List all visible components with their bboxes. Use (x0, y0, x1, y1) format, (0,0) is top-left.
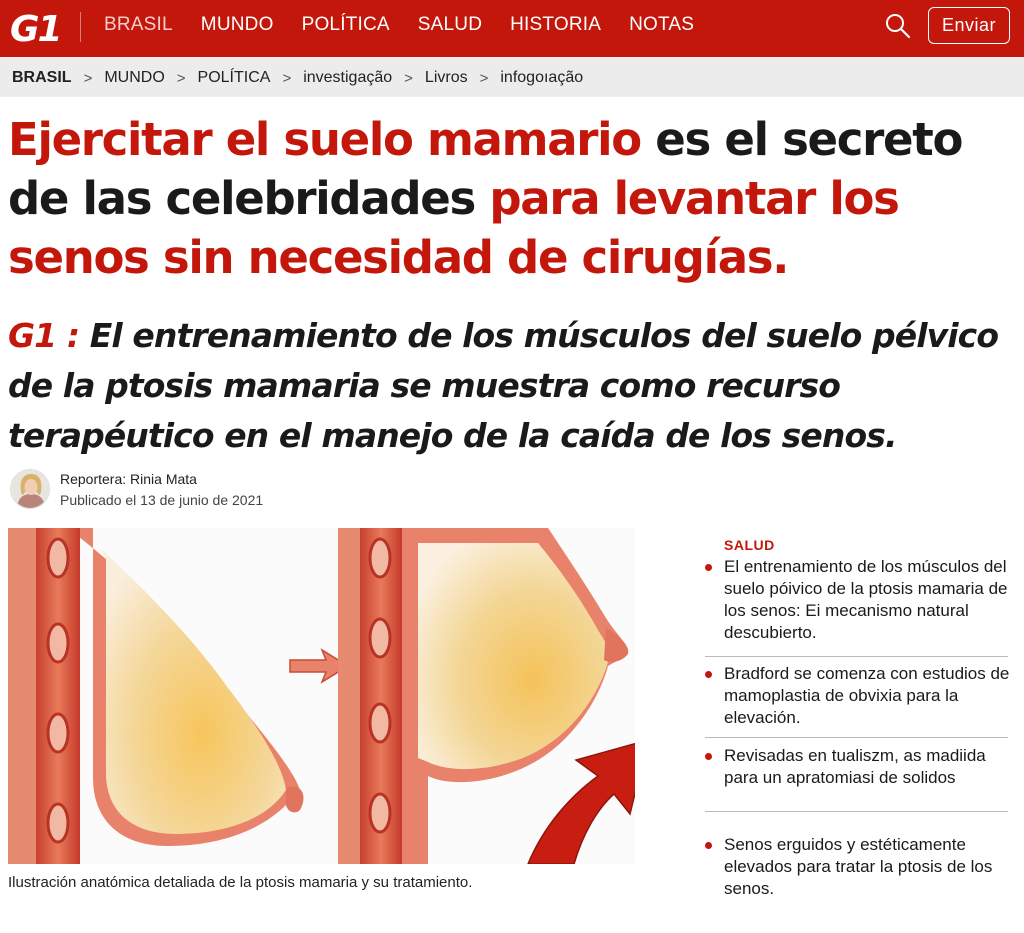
bullet-dot-icon (705, 671, 712, 678)
send-button[interactable]: Enviar (928, 7, 1010, 44)
headline-part-1: Ejercitar el suelo mamario (8, 113, 641, 166)
sidebar-divider (705, 656, 1008, 657)
article-headline (8, 110, 1018, 287)
svg-text:G1: G1 (10, 9, 61, 48)
breadcrumb-item-investigacao[interactable]: investigação (303, 69, 393, 86)
reporter-avatar[interactable] (10, 469, 50, 509)
bullet-dot-icon (705, 753, 712, 760)
sidebar-item-text: Revisadas en tualiszm, as madiida para un apratomiasi de solidos (724, 746, 986, 787)
anatomical-illustration (8, 528, 635, 864)
breadcrumb-chevron-icon: > (479, 69, 489, 87)
breadcrumb-bar (0, 57, 1024, 97)
nav-item-brasil[interactable]: BRASIL (104, 14, 173, 35)
breadcrumb-chevron-icon: > (83, 69, 93, 87)
nav-item-mundo[interactable]: MUNDO (200, 14, 274, 35)
nav-item-salud[interactable]: SALUD (417, 14, 483, 35)
breadcrumb-chevron-icon: > (176, 69, 186, 87)
bullet-dot-icon (705, 564, 712, 571)
top-navbar (0, 0, 1024, 57)
reporter-name: Reportera: Rinia Mata (60, 471, 197, 487)
breadcrumb-item-infografia[interactable]: infogoıação (500, 69, 584, 86)
g1-logo[interactable] (10, 8, 66, 48)
sidebar-item-text: El entrenamiento de los músculos del suelo póivico de la ptosis mamaria de los senos: Ei mecanismo natural descubierto. (724, 557, 1008, 642)
sidebar-item-text: Bradford se comenza con estudios de mamoplastia de obvixia para la elevación. (724, 664, 1010, 727)
sidebar-divider (705, 737, 1008, 738)
breadcrumb-chevron-icon: > (404, 69, 413, 87)
nav-item-politica[interactable]: POLÍTICA (301, 14, 390, 35)
bullet-dot-icon (705, 842, 712, 849)
breadcrumb-item-brasil[interactable]: BRASIL (12, 69, 72, 86)
article-subheadline (8, 311, 1020, 461)
subhead-source-tag: G1 : (8, 316, 80, 355)
publish-date: Publicado el 13 de junio de 2021 (60, 492, 264, 508)
search-icon[interactable] (884, 12, 912, 40)
figure-caption: Ilustración anatómica detaliada de la ptosis mamaria y su tratamiento. (8, 874, 473, 891)
breadcrumb-item-politica[interactable]: POLÍTICA (197, 69, 271, 86)
sidebar-divider (705, 811, 1008, 812)
headline-part-3: para levantar los senos sin necesidad de cirugías. (8, 172, 899, 284)
nav-item-notas[interactable]: NOTAS (629, 14, 695, 35)
breadcrumb-item-livros[interactable]: Livros (424, 69, 468, 86)
breadcrumb-chevron-icon: > (282, 69, 292, 87)
sidebar-item-text: Senos erguidos y estéticamente elevados para tratar la ptosis de los senos. (724, 835, 993, 898)
breadcrumb-item-mundo[interactable]: MUNDO (104, 69, 165, 86)
nav-item-historia[interactable]: HISTORIA (510, 14, 602, 35)
main-nav (104, 14, 722, 36)
sidebar-section-tag: SALUD (724, 537, 775, 553)
nav-divider (80, 12, 81, 42)
subhead-text: El entrenamiento de los músculos del suelo pélvico de la ptosis mamaria se muestra como recurso terapéutico en el manejo de la caída de los senos. (8, 316, 999, 455)
headline-part-2: es el secreto de las celebridades (8, 113, 963, 225)
breadcrumb (12, 69, 583, 87)
